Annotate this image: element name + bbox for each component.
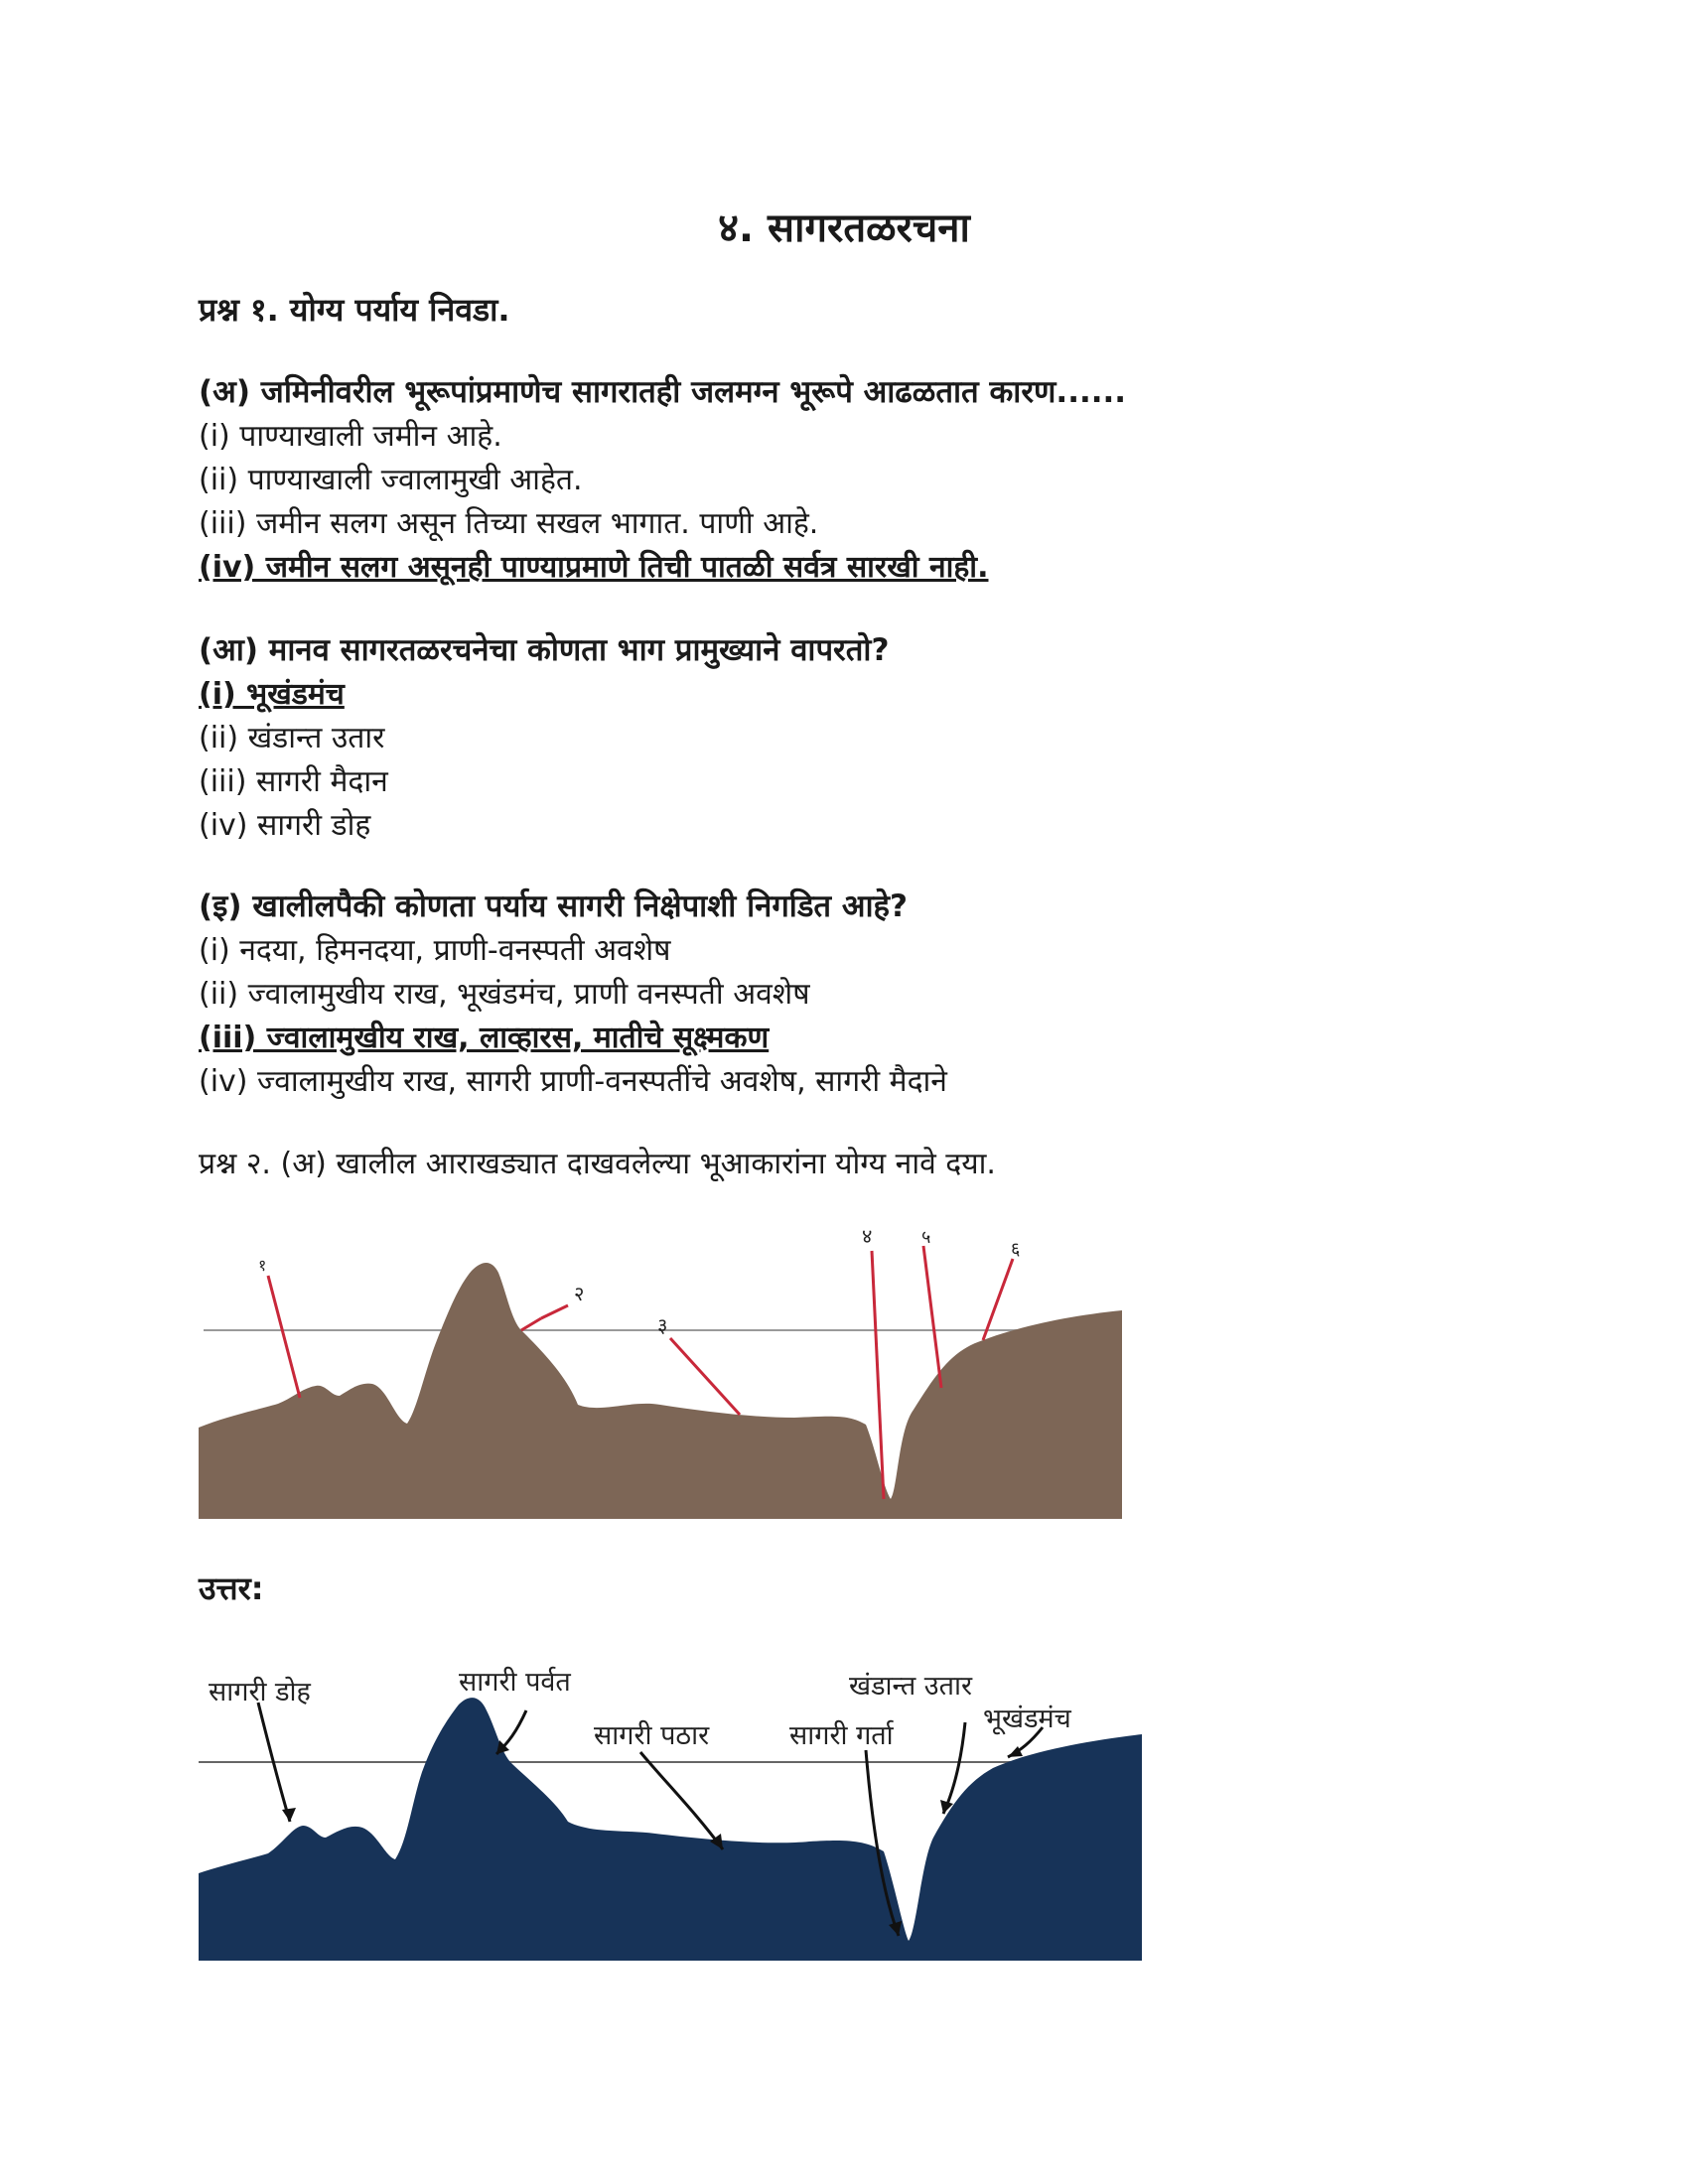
correct-option: (i) भूखंडमंच	[199, 677, 345, 712]
question-1aa	[199, 627, 1509, 848]
label-continental-shelf: भूखंडमंच	[983, 1704, 1071, 1734]
question-text: (अ) जमिनीवरील भूरूपांप्रमाणेच सागरातही जलमग्न भूरूपे आढळतात कारण......	[199, 374, 1127, 410]
correct-option: (iii) ज्वालामुखीय राख, लाव्हारस, मातीचे सूक्ष्मकण	[199, 1021, 770, 1055]
diagram-number: २	[574, 1282, 585, 1305]
diagram-number: ५	[921, 1227, 931, 1248]
question-text: (आ) मानव सागरतळरचनेचा कोणता भाग प्रामुख्याने वापरतो?	[199, 632, 890, 668]
pointer-line	[268, 1276, 300, 1398]
diagram-number: ४	[862, 1224, 873, 1248]
pointer-line	[983, 1259, 1013, 1340]
ocean-floor-profile	[199, 1263, 1122, 1519]
pointer-line	[521, 1318, 541, 1330]
diagram-number: ३	[657, 1313, 668, 1337]
question-1-heading: प्रश्न १. योग्य पर्याय निवडा.	[199, 291, 510, 329]
question-2-heading: प्रश्न २. (अ) खालील आराखड्यात दाखवलेल्या भूआकारांना योग्य नावे दया.	[199, 1147, 996, 1181]
diagram-number: ६	[1011, 1239, 1021, 1260]
question-1a	[199, 369, 1509, 590]
option-item: (iii) सागरी मैदान	[199, 764, 388, 799]
pointer-line	[923, 1246, 941, 1388]
ocean-floor-diagram-answer	[199, 1643, 1142, 1961]
label-continental-slope: खंडान्त उतार	[849, 1671, 973, 1702]
pointer-line	[541, 1305, 568, 1318]
ocean-floor-diagram-question	[199, 1221, 1122, 1519]
label-seamount: सागरी पर्वत	[459, 1667, 571, 1698]
arrow-head	[282, 1808, 296, 1822]
option-item: (i) नदया, हिमनदया, प्राणी-वनस्पती अवशेष	[199, 933, 671, 968]
label-ocean-deep: सागरी डोह	[209, 1677, 311, 1707]
option-item: (ii) ज्वालामुखीय राख, भूखंडमंच, प्राणी वनस्पती अवशेष	[199, 977, 810, 1012]
correct-option: (iv) जमीन सलग असूनही पाण्याप्रमाणे तिची पातळी सर्वत्र सारखी नाही.	[199, 550, 989, 585]
pointer-line	[670, 1338, 740, 1415]
option-item: (iv) सागरी डोह	[199, 808, 371, 843]
option-item: (iv) ज्वालामुखीय राख, सागरी प्राणी-वनस्पतींचे अवशेष, सागरी मैदाने	[199, 1064, 947, 1099]
question-1i	[199, 884, 1509, 1104]
option-item: (ii) खंडान्त उतार	[199, 721, 385, 755]
diagram-number: १	[258, 1256, 267, 1275]
chapter-title: ४. सागरतळरचना	[718, 205, 970, 251]
label-ocean-plateau: सागरी पठार	[594, 1720, 710, 1751]
option-item: (ii) पाण्याखाली ज्वालामुखी आहेत.	[199, 463, 583, 497]
option-item: (i) पाण्याखाली जमीन आहे.	[199, 419, 502, 454]
label-ocean-trench: सागरी गर्ता	[789, 1720, 894, 1751]
question-text: (इ) खालीलपैकी कोणता पर्याय सागरी निक्षेपाशी निगडित आहे?	[199, 888, 908, 924]
option-item: (iii) जमीन सलग असून तिच्या सखल भागात. पाणी आहे.	[199, 506, 819, 541]
answer-heading: उत्तर:	[199, 1570, 264, 1607]
